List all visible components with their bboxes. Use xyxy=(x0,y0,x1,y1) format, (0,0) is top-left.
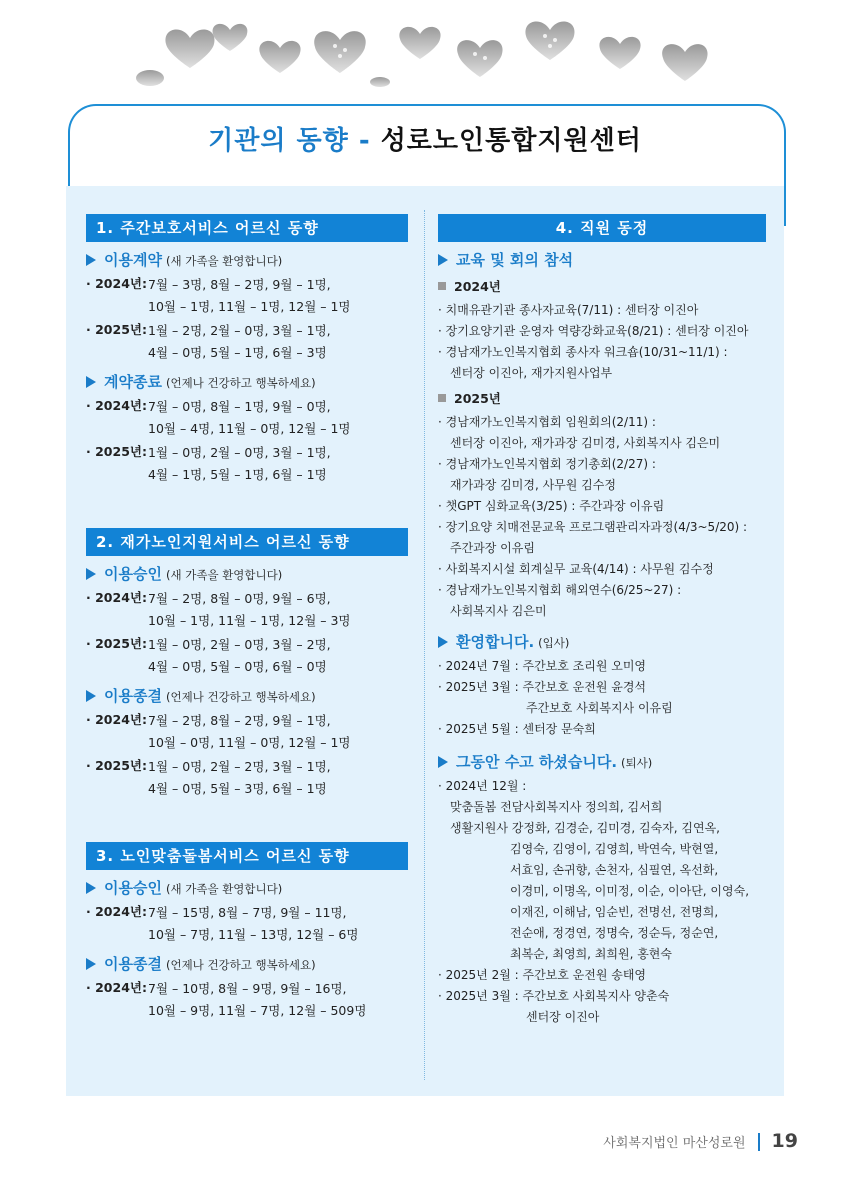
year-row: · 2024년: 7월 – 10명, 8월 – 9명, 9월 – 16명, 10월 – 9명, 11월 – 7명, 12월 – 509명 xyxy=(86,980,367,1018)
list-item: · 2025년 3월 : 주간보호 운전원 윤경석 xyxy=(438,680,647,694)
section-staff-title: 4. 직원 동정 xyxy=(438,214,766,242)
list-item-cont: 주간과장 이유림 xyxy=(450,541,535,555)
title-org-news: 기관의 동향 xyxy=(208,126,349,156)
list-item: · 경남재가노인복지협회 해외연수(6/25~27) : xyxy=(438,583,682,597)
triangle-bullet-icon xyxy=(86,254,96,266)
list-item: · 장기요양 치매전문교육 프로그램관리자과정(4/3~5/20) : xyxy=(438,520,748,534)
list-item-cont: 센터장 이진아, 재가과장 김미경, 사회복지사 김은미 xyxy=(450,436,721,450)
list-item-cont: 맞춤돌봄 전담사회복지사 정의희, 김서희 xyxy=(450,800,663,814)
year-heading: 2024년 xyxy=(438,276,766,298)
triangle-bullet-icon xyxy=(438,756,448,768)
sub-approval: 이용승인 (새 가족을 환영합니다) xyxy=(86,876,408,900)
year-row: · 2024년: 7월 – 2명, 8월 – 0명, 9월 – 6명, 10월 – 1명, 11월 – 1명, 12월 – 3명 xyxy=(86,590,351,628)
list-item-cont: 센터장 이진아 xyxy=(526,1010,600,1024)
list-item-cont: 주간보호 사회복지사 이유림 xyxy=(526,701,673,715)
triangle-bullet-icon xyxy=(86,568,96,580)
list-item: · 경남재가노인복지협회 정기총회(2/27) : xyxy=(438,457,656,471)
year-row: · 2024년: 7월 – 0명, 8월 – 1명, 9월 – 0명, 10월 – 4명, 11월 – 0명, 12월 – 1명 xyxy=(86,398,351,436)
list-item: · 사회복지시설 회계실무 교육(4/14) : 사무원 김수정 xyxy=(438,562,714,576)
education-list-2025 xyxy=(438,412,766,622)
name-line: 서효임, 손귀향, 손천자, 심필연, 옥선화, xyxy=(510,863,719,877)
page-footer xyxy=(603,1130,798,1152)
sub-welcome: 환영합니다. (입사) xyxy=(438,630,766,654)
triangle-bullet-icon xyxy=(438,254,448,266)
name-line: 이경미, 이명옥, 이미정, 이순, 이아단, 이영숙, xyxy=(510,884,750,898)
triangle-bullet-icon xyxy=(86,690,96,702)
page-title xyxy=(0,120,850,157)
sub-contract: 이용계약 (새 가족을 환영합니다) xyxy=(86,248,408,272)
sub-contract-end: 계약종료 (언제나 건강하고 행복하세요) xyxy=(86,370,408,394)
footer-org: 사회복지법인 마산성로원 xyxy=(603,1136,746,1151)
triangle-bullet-icon xyxy=(438,636,448,648)
list-item-cont: 생활지원사 강정화, 김경순, 김미경, 김숙자, 김연옥, xyxy=(450,821,720,835)
name-line: 전순애, 정경연, 정명숙, 정순득, 정순연, xyxy=(510,926,719,940)
list-item: · 치매유관기관 종사자교육(7/11) : 센터장 이진아 xyxy=(438,303,699,317)
triangle-bullet-icon xyxy=(86,882,96,894)
year-row: · 2024년: 7월 – 15명, 8월 – 7명, 9월 – 11명, 10월 – 7명, 11월 – 13명, 12월 – 6명 xyxy=(86,904,359,942)
year-heading: 2025년 xyxy=(438,388,766,410)
footer-divider xyxy=(758,1133,760,1151)
list-item: · 2025년 3월 : 주간보호 사회복지사 양춘숙 xyxy=(438,989,670,1003)
list-item: · 장기요양기관 운영자 역량강화교육(8/21) : 센터장 이진아 xyxy=(438,324,749,338)
list-item: · 경남재가노인복지협회 종사자 워크숍(10/31~11/1) : xyxy=(438,345,728,359)
triangle-bullet-icon xyxy=(86,958,96,970)
right-column xyxy=(438,214,766,1028)
year-row: · 2025년: 1월 – 0명, 2월 – 0명, 3월 – 2명, 4월 – 0명, 5월 – 0명, 6월 – 0명 xyxy=(86,636,331,674)
list-item: · 2024년 7월 : 주간보호 조리원 오미영 xyxy=(438,659,647,673)
triangle-bullet-icon xyxy=(86,376,96,388)
title-center-name: 성로노인통합지원센터 xyxy=(380,126,642,156)
sub-education: 교육 및 회의 참석 xyxy=(438,248,766,272)
list-item: · 챗GPT 심화교육(3/25) : 주간과장 이유림 xyxy=(438,499,665,513)
list-item: · 2025년 5월 : 센터장 문숙희 xyxy=(438,722,596,736)
name-line: 이재진, 이해남, 임순빈, 전명선, 전명희, xyxy=(510,905,719,919)
year-row: · 2024년: 7월 – 2명, 8월 – 2명, 9월 – 1명, 10월 – 0명, 11월 – 0명, 12월 – 1명 xyxy=(86,712,351,750)
sub-farewell: 그동안 수고 하셨습니다. (퇴사) xyxy=(438,750,766,774)
list-item-cont: 센터장 이진아, 재가지원사업부 xyxy=(450,366,613,380)
square-bullet-icon xyxy=(438,282,446,290)
farewell-list xyxy=(438,776,766,1028)
year-row: · 2025년: 1월 – 0명, 2월 – 2명, 3월 – 1명, 4월 – 0명, 5월 – 3명, 6월 – 1명 xyxy=(86,758,331,796)
sub-termination: 이용종결 (언제나 건강하고 행복하세요) xyxy=(86,952,408,976)
section-custom-care-title: 3. 노인맞춤돌봄서비스 어르신 동향 xyxy=(86,842,408,870)
sub-approval: 이용승인 (새 가족을 환영합니다) xyxy=(86,562,408,586)
left-column xyxy=(86,214,408,1022)
list-item-cont: 사회복지사 김은미 xyxy=(450,604,547,618)
page-number: 19 xyxy=(771,1130,798,1152)
year-row: · 2024년: 7월 – 3명, 8월 – 2명, 9월 – 1명, 10월 – 1명, 11월 – 1명, 12월 – 1명 xyxy=(86,276,351,314)
section-day-care-title: 1. 주간보호서비스 어르신 동향 xyxy=(86,214,408,242)
education-list-2024 xyxy=(438,300,766,384)
list-item-cont: 재가과장 김미경, 사무원 김수정 xyxy=(450,478,616,492)
title-separator: - xyxy=(348,126,381,156)
sub-termination: 이용종결 (언제나 건강하고 행복하세요) xyxy=(86,684,408,708)
list-item: · 2024년 12월 : xyxy=(438,779,527,793)
hearts-decoration xyxy=(130,8,730,88)
year-row: · 2025년: 1월 – 2명, 2월 – 0명, 3월 – 1명, 4월 – 0명, 5월 – 1명, 6월 – 3명 xyxy=(86,322,331,360)
square-bullet-icon xyxy=(438,394,446,402)
list-item: · 경남재가노인복지협회 임원회의(2/11) : xyxy=(438,415,656,429)
name-line: 김영숙, 김영이, 김영희, 박연숙, 박현열, xyxy=(510,842,719,856)
list-item: · 2025년 2월 : 주간보호 운전원 송태영 xyxy=(438,968,647,982)
section-home-care-title: 2. 재가노인지원서비스 어르신 동향 xyxy=(86,528,408,556)
name-line: 최복순, 최영희, 최희원, 홍현숙 xyxy=(510,947,672,961)
year-row: · 2025년: 1월 – 0명, 2월 – 0명, 3월 – 1명, 4월 – 1명, 5월 – 1명, 6월 – 1명 xyxy=(86,444,331,482)
column-divider xyxy=(424,210,425,1080)
welcome-list xyxy=(438,656,766,740)
